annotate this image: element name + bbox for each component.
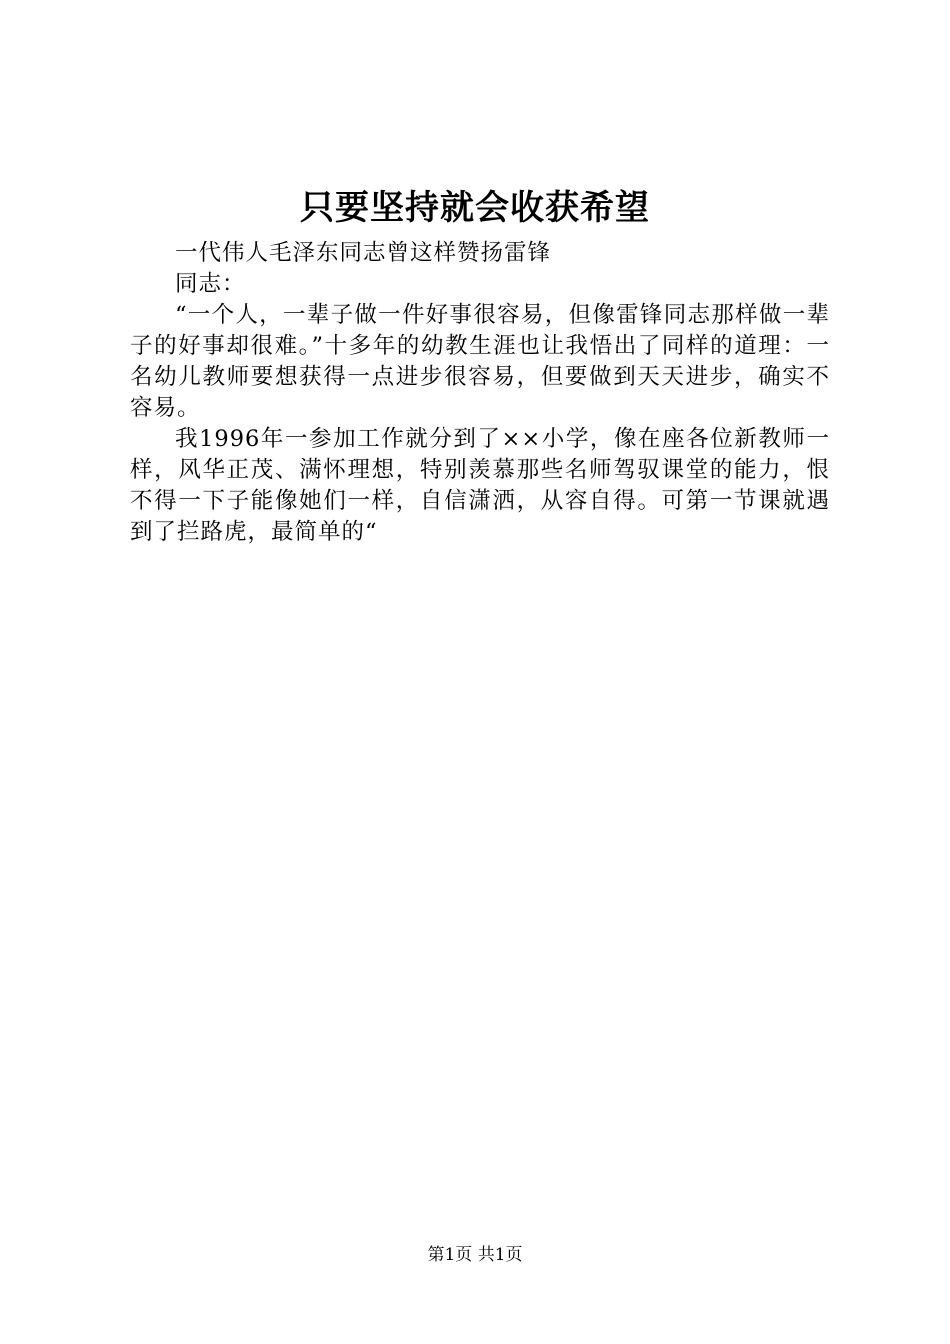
page-footer: 第1页 共1页 — [427, 1245, 523, 1265]
document-body — [130, 238, 830, 548]
paragraph-2: 同志： — [175, 271, 246, 297]
paragraph-3: “一个人，一辈子做一件好事很容易，但像雷锋同志那样做一辈子的好事却很难。”十多年的幼教生涯也让我悟出了同样的道理：一名幼儿教师要想获得一点进步很容易，但要做到天天进步，确实不容易。 — [130, 302, 830, 421]
document-title: 只要坚持就会收获希望 — [300, 188, 650, 228]
paragraph-1: 一代伟人毛泽东同志曾这样赞扬雷锋 — [175, 240, 552, 266]
paragraph-4: 我1996年一参加工作就分到了××小学，像在座各位新教师一样，风华正茂、满怀理想，特别羡慕那些名师驾驭课堂的能力，恨不得一下子能像她们一样，自信潇洒，从容自得。可第一节课就遇到了拦路虎，最简单的“ — [130, 426, 830, 545]
